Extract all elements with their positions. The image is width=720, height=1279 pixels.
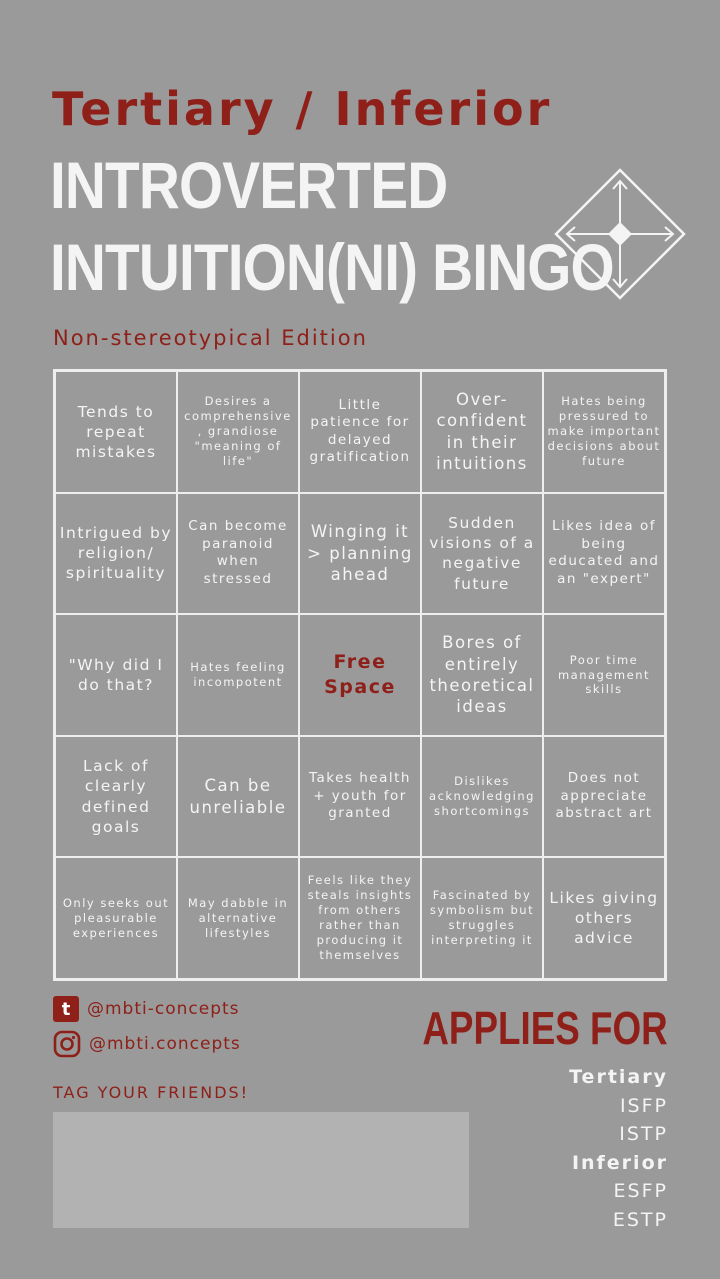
- free-space-cell: Free Space: [299, 614, 421, 736]
- bingo-cell: Can become paranoid when stressed: [177, 493, 299, 615]
- bingo-cell: Winging it > planning ahead: [299, 493, 421, 615]
- bingo-cell: Does not appreciate abstract art: [543, 736, 665, 858]
- subtitle: Tertiary / Inferior: [52, 82, 553, 136]
- bingo-cell: Little patience for delayed gratification: [299, 371, 421, 493]
- instagram-handle: @mbti.concepts: [89, 1034, 241, 1054]
- edition-label: Non-stereotypical Edition: [53, 326, 368, 350]
- tumblr-handle: @mbti-concepts: [87, 999, 240, 1019]
- diamond-arrows-icon: [553, 167, 687, 301]
- bingo-cell: Fascinated by symbolism but struggles interpreting it: [421, 857, 543, 979]
- type-item: ISFP: [619, 1094, 668, 1117]
- bingo-cell: Sudden visions of a negative future: [421, 493, 543, 615]
- bingo-cell: Likes idea of being educated and an "expert": [543, 493, 665, 615]
- type-item: ESFP: [613, 1180, 668, 1202]
- instagram-icon: [53, 1030, 81, 1058]
- bingo-cell: Poor time management skills: [543, 614, 665, 736]
- bingo-cell: Bores of entirely theoretical ideas: [421, 614, 543, 736]
- bingo-cell: "Why did I do that?: [55, 614, 177, 736]
- bingo-cell: Likes giving others advice: [543, 857, 665, 979]
- type-item: ESTP: [612, 1208, 668, 1231]
- bingo-cell: Desires a comprehensive , grandiose "meaning of life": [177, 371, 299, 493]
- bingo-cell: Hates being pressured to make important decisions about future: [543, 371, 665, 493]
- bingo-cell: Over-confident in their intuitions: [421, 371, 543, 493]
- instagram-handle-row: [53, 1030, 241, 1058]
- bingo-cell: Tends to repeat mistakes: [55, 371, 177, 493]
- bingo-cell: Intrigued by religion/ spirituality: [55, 493, 177, 615]
- tumblr-icon: t: [53, 996, 79, 1022]
- applies-list: [569, 1063, 668, 1234]
- tertiary-label: Tertiary: [569, 1066, 668, 1088]
- tag-friends-box: [53, 1112, 469, 1228]
- bingo-cell: Only seeks out pleasurable experiences: [55, 857, 177, 979]
- type-item: ISTP: [619, 1123, 668, 1145]
- bingo-cell: May dabble in alternative lifestyles: [177, 857, 299, 979]
- bingo-cell: Feels like they steals insights from others rather than producing it themselves: [299, 857, 421, 979]
- bingo-grid: [53, 369, 667, 981]
- bingo-cell: Hates feeling incompotent: [177, 614, 299, 736]
- inferior-label: Inferior: [571, 1151, 668, 1174]
- title-line-2: INTUITION(NI) BINGO: [50, 230, 614, 304]
- title-line-1: INTROVERTED: [50, 148, 448, 222]
- bingo-cell: Lack of clearly defined goals: [55, 736, 177, 858]
- tumblr-handle-row: [53, 996, 240, 1022]
- bingo-cell: Can be unreliable: [177, 736, 299, 858]
- applies-for-title: APPLIES FOR: [422, 1002, 668, 1054]
- tag-friends-label: TAG YOUR FRIENDS!: [53, 1083, 250, 1102]
- bingo-cell: Dislikes acknowledging shortcomings: [421, 736, 543, 858]
- bingo-cell: Takes health + youth for granted: [299, 736, 421, 858]
